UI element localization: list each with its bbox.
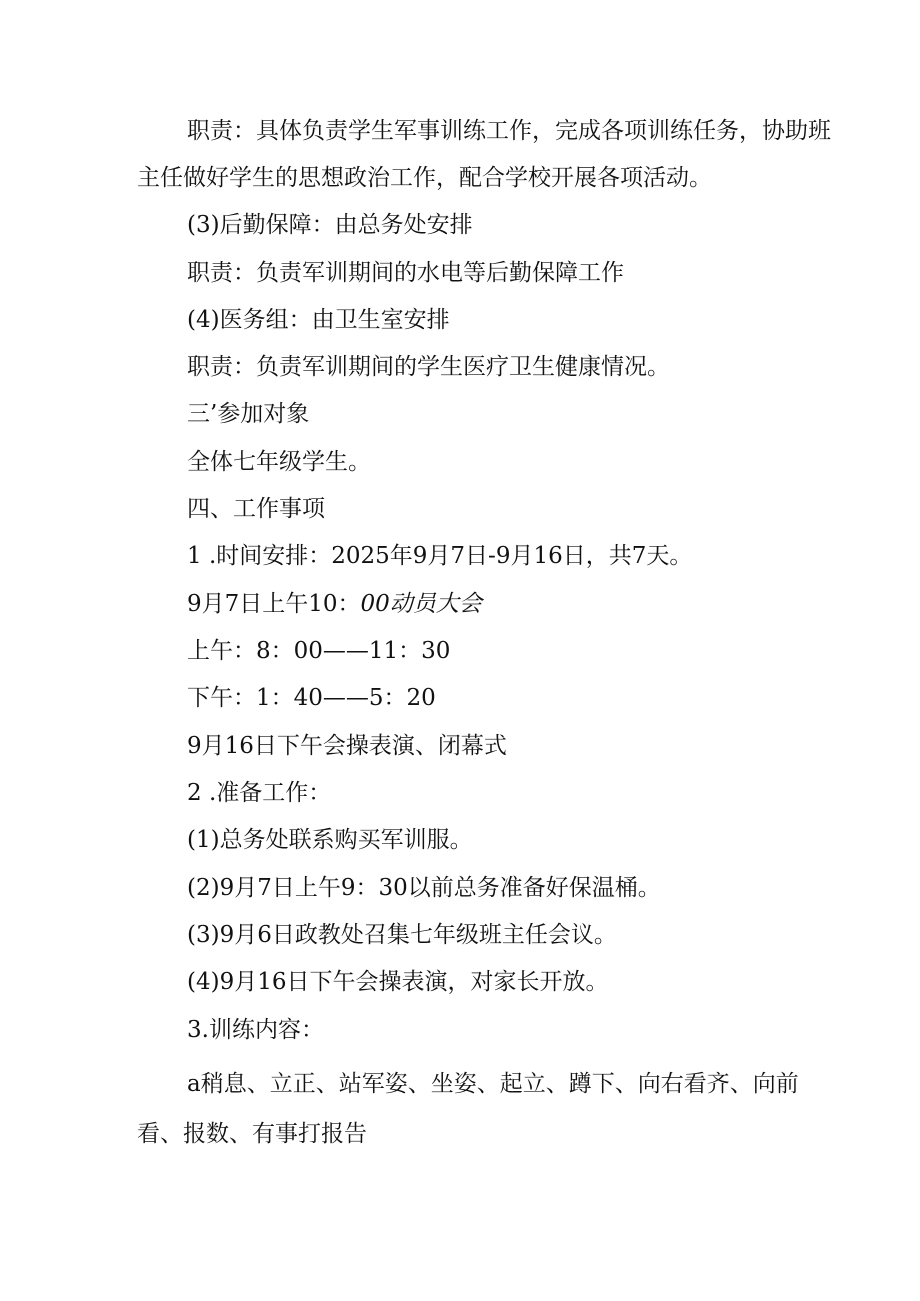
paragraph-participants: 全体七年级学生。 bbox=[187, 449, 371, 475]
paragraph-duties-training-line2: 主任做好学生的思想政治工作，配合学校开展各项活动。 bbox=[137, 165, 712, 191]
paragraph-schedule: 1 .时间安排：2025年9月7日-9月16日，共7天。 bbox=[187, 543, 693, 569]
paragraph-duties-training-line1: 职责：具体负责学生军事训练工作，完成各项训练任务，协助班 bbox=[187, 118, 831, 144]
paragraph-prep-item-3: (3)9月6日政教处召集七年级班主任会议。 bbox=[187, 922, 617, 948]
paragraph-mobilization bbox=[187, 589, 482, 619]
paragraph-prep-item-2: (2)9月7日上午9：30以前总务准备好保温桶。 bbox=[187, 875, 661, 901]
paragraph-afternoon-hours: 下午：1：40——5：20 bbox=[187, 685, 436, 711]
paragraph-training-content-line1: a稍息、立正、站军姿、坐姿、起立、蹲下、向右看齐、向前 bbox=[187, 1071, 799, 1097]
section-heading-participants: 三’参加对象 bbox=[187, 401, 310, 427]
paragraph-preparation-heading: 2 .准备工作： bbox=[187, 780, 332, 806]
paragraph-medical-heading: (4)医务组：由卫生室安排 bbox=[187, 307, 450, 333]
paragraph-training-content-line2: 看、报数、有事打报告 bbox=[137, 1121, 367, 1147]
paragraph-prep-item-1: (1)总务处联系购买军训服。 bbox=[187, 827, 473, 853]
mobilization-time: 9月7日上午10： bbox=[187, 591, 361, 617]
paragraph-morning-hours: 上午：8：00——11：30 bbox=[187, 638, 451, 664]
paragraph-logistics-heading: (3)后勤保障：由总务处安排 bbox=[187, 212, 473, 238]
mobilization-event: 00动员大会 bbox=[360, 591, 482, 617]
paragraph-training-heading: 3.训练内容： bbox=[187, 1017, 324, 1043]
paragraph-logistics-duties: 职责：负责军训期间的水电等后勤保障工作 bbox=[187, 260, 624, 286]
paragraph-closing: 9月16日下午会操表演、闭幕式 bbox=[187, 733, 507, 759]
paragraph-medical-duties: 职责：负责军训期间的学生医疗卫生健康情况。 bbox=[187, 354, 670, 380]
paragraph-prep-item-4: (4)9月16日下午会操表演，对家长开放。 bbox=[187, 969, 609, 995]
section-heading-work-items: 四、工作事项 bbox=[187, 496, 325, 522]
